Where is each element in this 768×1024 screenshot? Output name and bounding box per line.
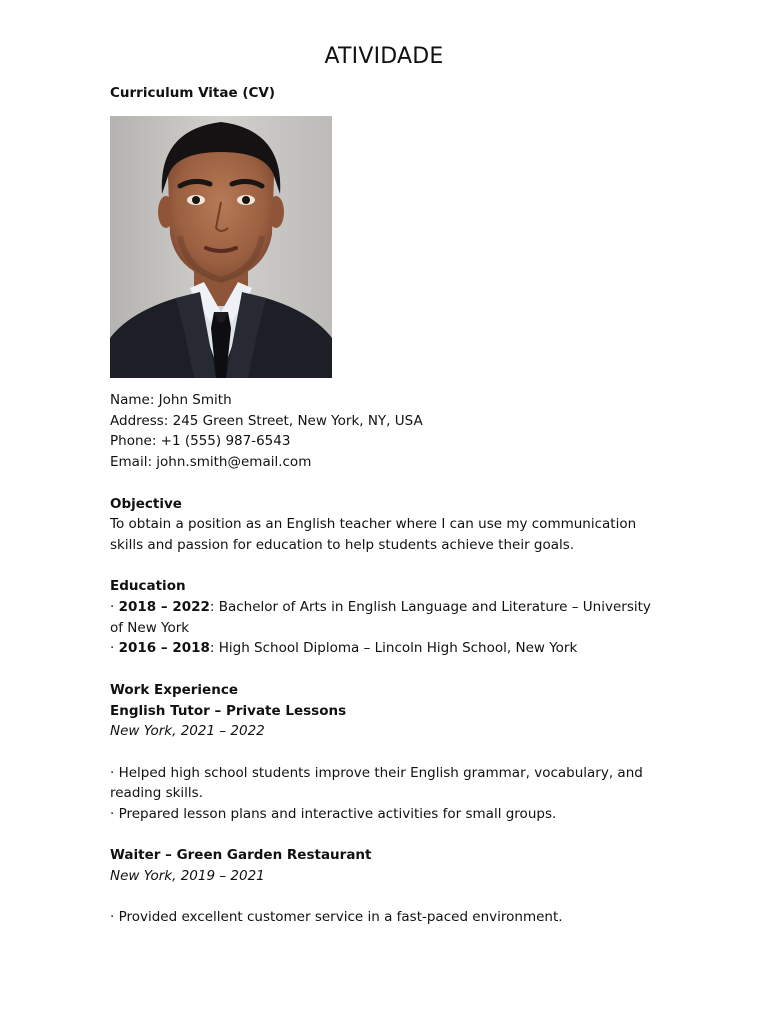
experience-heading: Work Experience: [110, 681, 238, 698]
contact-address: Address: 245 Green Street, New York, NY, USA: [110, 412, 423, 429]
contact-email: Email: john.smith@email.com: [110, 454, 312, 471]
cv-heading: Curriculum Vitae (CV): [110, 85, 276, 101]
education-years: 2018 – 2022: [118, 599, 210, 615]
education-heading: Education: [110, 578, 186, 595]
contact-name: Name: John Smith: [110, 392, 232, 408]
job-meta: New York, 2019 – 2021: [110, 868, 265, 885]
education-item: [110, 597, 655, 638]
objective-text: To obtain a position as an English teacher where I can use my communication skills and passion for education to help students achieve their goals.: [110, 516, 637, 553]
job-bullet: · Provided excellent customer service in a fast-paced environment.: [110, 909, 563, 926]
education-detail: : Bachelor of Arts in English Language and Literature – University of New York: [110, 599, 651, 636]
job-meta: New York, 2021 – 2022: [110, 723, 265, 740]
job-title: English Tutor – Private Lessons: [110, 702, 347, 719]
job-bullet: · Prepared lesson plans and interactive activities for small groups.: [110, 806, 557, 822]
job-bullet: · Helped high school students improve their English grammar, vocabulary, and reading skills.: [110, 764, 643, 802]
profile-photo: [110, 116, 332, 378]
document-title: ATIVIDADE: [324, 44, 444, 69]
education-item: [110, 638, 655, 659]
education-years: 2016 – 2018: [118, 640, 210, 657]
bullet: ·: [110, 640, 115, 657]
bullet: ·: [110, 599, 115, 615]
cv-body: [110, 390, 655, 928]
objective-heading: Objective: [110, 495, 182, 512]
education-detail: : High School Diploma – Lincoln High School, New York: [209, 640, 578, 657]
job-title: Waiter – Green Garden Restaurant: [110, 847, 372, 864]
contact-phone: Phone: +1 (555) 987-6543: [110, 433, 291, 450]
